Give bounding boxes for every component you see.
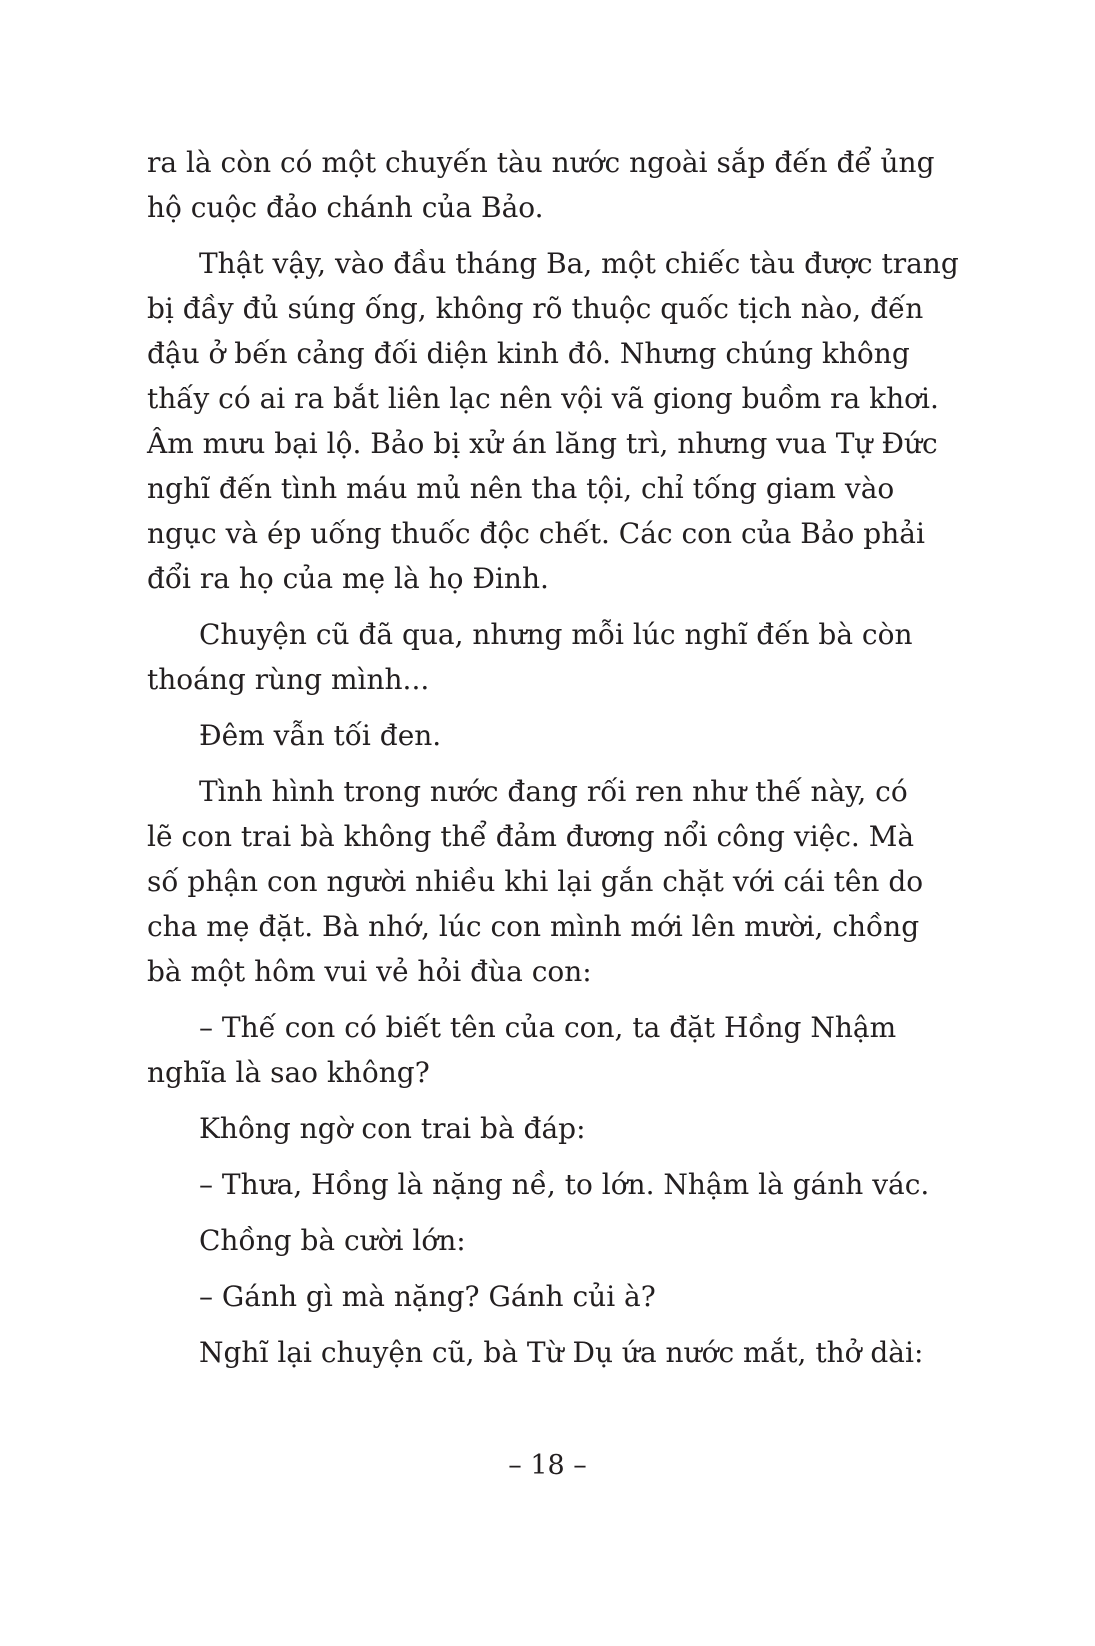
body-text	[147, 140, 959, 1386]
text-line: ra là còn có một chuyến tàu nước ngoài sắp đến để ủng	[147, 146, 935, 179]
text-line-content: Thật vậy, vào đầu tháng Ba, một chiếc tàu được trang	[199, 247, 959, 280]
text-line: thấy có ai ra bắt liên lạc nên vội vã giong buồm ra khơi.	[147, 382, 939, 415]
text-line: nghĩ đến tình máu mủ nên tha tội, chỉ tống giam vào	[147, 472, 895, 505]
text-line: thoáng rùng mình...	[147, 663, 430, 696]
text-line-content: Đêm vẫn tối đen.	[199, 719, 442, 752]
text-line	[147, 1330, 924, 1375]
paragraph	[147, 140, 935, 230]
paragraph	[147, 1218, 882, 1263]
paragraph	[147, 612, 913, 702]
text-line	[147, 769, 908, 814]
text-line	[147, 612, 913, 657]
text-line: số phận con người nhiều khi lại gắn chặt với cái tên do	[147, 865, 924, 898]
text-line-content: Chồng bà cười lớn:	[199, 1224, 466, 1257]
text-line: bị đầy đủ súng ống, không rõ thuộc quốc tịch nào, đến	[147, 292, 924, 325]
text-line: lẽ con trai bà không thể đảm đương nổi công việc. Mà	[147, 820, 915, 853]
text-line-content: Tình hình trong nước đang rối ren như thế này, có	[199, 775, 908, 808]
text-line	[147, 241, 959, 286]
text-line: ngục và ép uống thuốc độc chết. Các con của Bảo phải	[147, 517, 925, 550]
text-line: đổi ra họ của mẹ là họ Đinh.	[147, 562, 549, 595]
paragraph	[147, 1274, 882, 1319]
text-line-content: – Gánh gì mà nặng? Gánh củi à?	[199, 1280, 656, 1313]
text-line: đậu ở bến cảng đối diện kinh đô. Nhưng chúng không	[147, 337, 910, 370]
text-line-content: Nghĩ lại chuyện cũ, bà Từ Dụ ứa nước mắt, thở dài:	[199, 1336, 924, 1369]
text-line: nghĩa là sao không?	[147, 1056, 430, 1089]
paragraph	[147, 1162, 930, 1207]
text-line	[147, 1162, 930, 1207]
text-line-content: – Thế con có biết tên của con, ta đặt Hồng Nhậm	[199, 1011, 897, 1044]
text-line	[147, 1218, 882, 1263]
text-line	[147, 1005, 897, 1050]
text-line	[147, 713, 882, 758]
text-line: cha mẹ đặt. Bà nhớ, lúc con mình mới lên mười, chồng	[147, 910, 920, 943]
paragraph	[147, 769, 924, 994]
text-line-content: Chuyện cũ đã qua, nhưng mỗi lúc nghĩ đến bà còn	[199, 618, 913, 651]
page-number: – 18 –	[508, 1450, 587, 1481]
text-line: bà một hôm vui vẻ hỏi đùa con:	[147, 955, 592, 988]
paragraph	[147, 1005, 897, 1095]
paragraph	[147, 1106, 882, 1151]
text-line: Âm mưu bại lộ. Bảo bị xử án lăng trì, nhưng vua Tự Đức	[147, 427, 938, 460]
paragraph	[147, 241, 959, 601]
text-line-content: – Thưa, Hồng là nặng nề, to lớn. Nhậm là gánh vác.	[199, 1168, 930, 1201]
paragraph	[147, 1330, 924, 1375]
text-line	[147, 1274, 882, 1319]
paragraph	[147, 713, 882, 758]
text-line	[147, 1106, 882, 1151]
text-line: hộ cuộc đảo chánh của Bảo.	[147, 191, 544, 224]
text-line-content: Không ngờ con trai bà đáp:	[199, 1112, 586, 1145]
